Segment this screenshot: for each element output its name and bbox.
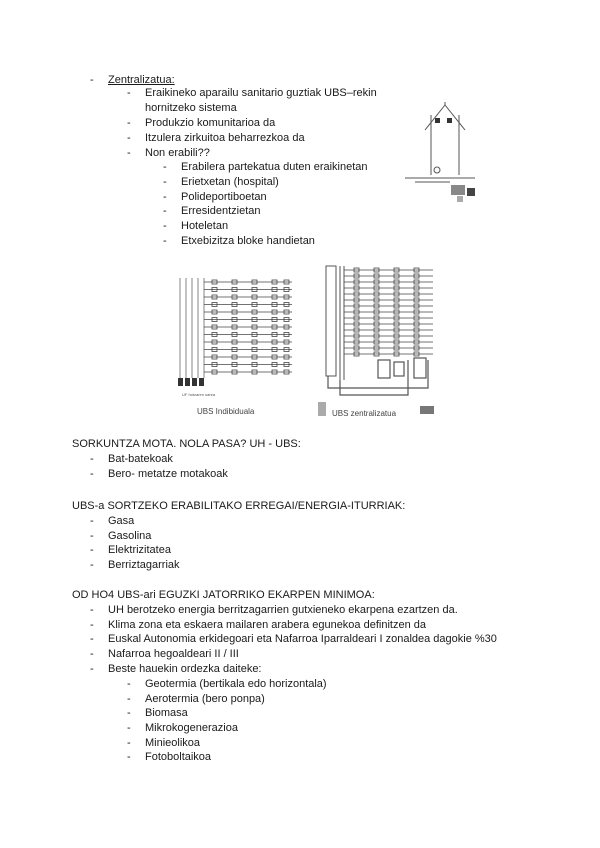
bullet-dash: - — [127, 678, 131, 690]
bullet-dash: - — [90, 74, 94, 86]
sub-list-item: Geotermia (bertikala edo horizontala) — [145, 678, 327, 690]
bullet-dash: - — [90, 468, 94, 480]
left-caption: UBS Indibiduala — [197, 407, 255, 416]
bullet-dash: - — [163, 220, 167, 232]
list-item-continuation: hornitzeko sistema — [145, 102, 237, 114]
ubs-centralized-diagram — [318, 260, 448, 420]
list-item: Itzulera zirkuitoa beharrezkoa da — [145, 132, 305, 144]
sub-list-item: Minieolikoa — [145, 737, 201, 749]
bullet-dash: - — [127, 751, 131, 763]
list-item: Nafarroa hegoaldeari II / III — [108, 648, 239, 660]
bullet-dash: - — [163, 191, 167, 203]
list-item: Berriztagarriak — [108, 559, 180, 571]
bullet-dash: - — [163, 161, 167, 173]
bullet-dash: - — [127, 737, 131, 749]
sub-list-item: Biomasa — [145, 707, 188, 719]
right-caption: UBS zentralizatua — [332, 409, 397, 418]
bullet-dash: - — [90, 559, 94, 571]
section-title-energy-sources: UBS-a SORTZEKO ERABILITAKO ERREGAI/ENERGIA-ITURRIAK: — [72, 500, 406, 512]
list-item: Beste hauekin ordezka daiteke: — [108, 663, 262, 675]
bullet-dash: - — [127, 707, 131, 719]
sub-list-item: Erresidentzietan — [181, 205, 261, 217]
bullet-dash: - — [127, 147, 131, 159]
bullet-dash: - — [127, 87, 131, 99]
bullet-dash: - — [90, 604, 94, 616]
sub-list-item: Aerotermia (bero ponpa) — [145, 693, 265, 705]
bullet-dash: - — [127, 132, 131, 144]
list-item: Bat-batekoak — [108, 453, 173, 465]
bullet-dash: - — [163, 235, 167, 247]
bullet-dash: - — [90, 633, 94, 645]
house-diagram — [395, 90, 495, 210]
bullet-dash: - — [90, 648, 94, 660]
list-item: Klima zona eta eskaera mailaren arabera egunekoa definitzen da — [108, 619, 426, 631]
bullet-dash: - — [163, 176, 167, 188]
bullet-dash: - — [90, 530, 94, 542]
sub-list-item: Etxebizitza bloke handietan — [181, 235, 315, 247]
bullet-dash: - — [163, 205, 167, 217]
bullet-dash: - — [90, 515, 94, 527]
sub-list-item: Mikrokogenerazioa — [145, 722, 238, 734]
sub-list-item: Erietxetan (hospital) — [181, 176, 279, 188]
section-title-centralized: Zentralizatua: — [108, 74, 175, 86]
list-item: Eraikineko aparailu sanitario guztiak UBS–rekin — [145, 87, 377, 99]
bullet-dash: - — [127, 117, 131, 129]
bullet-dash: - — [90, 544, 94, 556]
list-item: Produkzio komunitarioa da — [145, 117, 276, 129]
bullet-dash: - — [90, 663, 94, 675]
small-label: UF hotzaren sarea — [182, 392, 216, 397]
list-item: Non erabili?? — [145, 147, 210, 159]
bullet-dash: - — [90, 619, 94, 631]
bullet-dash: - — [127, 722, 131, 734]
section-title-solar-contribution: OD HO4 UBS-ari EGUZKI JATORRIKO EKARPEN MINIMOA: — [72, 589, 375, 601]
list-item: UH berotzeko energia berritzagarrien gutxieneko ekarpena ezartzen da. — [108, 604, 458, 616]
sub-list-item: Erabilera partekatua duten eraikinetan — [181, 161, 368, 173]
list-item: Bero- metatze motakoak — [108, 468, 228, 480]
bullet-dash: - — [90, 453, 94, 465]
bullet-dash: - — [127, 693, 131, 705]
list-item: Euskal Autonomia erkidegoari eta Nafarroa Iparraldeari I zonaldea dagokie %30 — [108, 633, 497, 645]
list-item: Gasolina — [108, 530, 152, 542]
sub-list-item: Fotoboltaikoa — [145, 751, 212, 763]
list-item: Gasa — [108, 515, 135, 527]
ubs-individual-diagram — [172, 268, 312, 418]
sub-list-item: Polideportiboetan — [181, 191, 267, 203]
list-item: Elektrizitatea — [108, 544, 171, 556]
sub-list-item: Hoteletan — [181, 220, 229, 232]
section-title-generation: SORKUNTZA MOTA. NOLA PASA? UH - UBS: — [72, 438, 301, 450]
